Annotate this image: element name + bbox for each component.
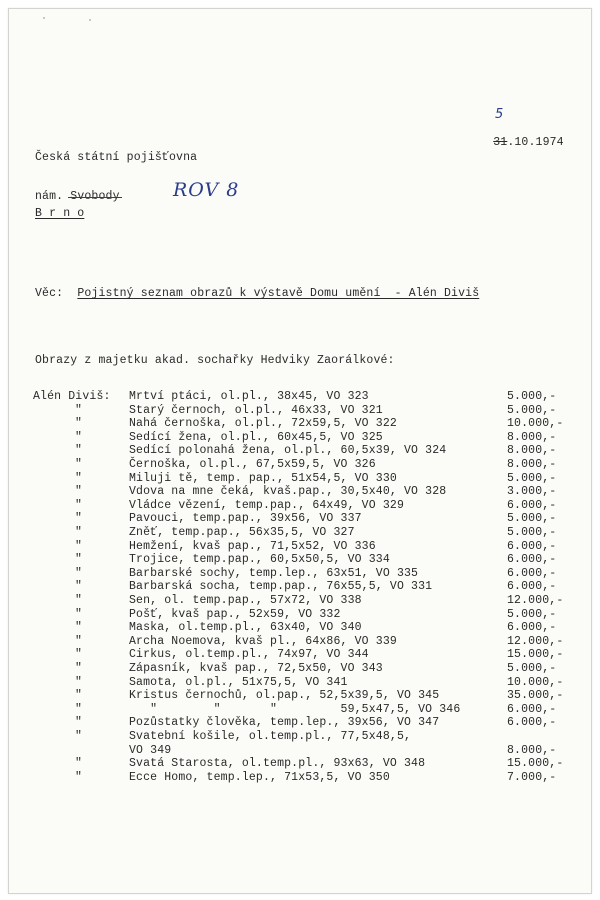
- ditto-mark: ": [75, 689, 83, 703]
- insured-value: 6.000,-: [507, 498, 557, 512]
- paper-speck: [43, 17, 45, 19]
- insured-value: 6.000,-: [507, 716, 557, 730]
- ditto-mark: ": [75, 702, 83, 716]
- artwork-description: Barbarské sochy, temp.lep., 63x51, VO 335: [129, 566, 419, 580]
- insured-value: 8.000,-: [507, 458, 557, 471]
- paper-speck: [89, 19, 91, 21]
- insured-value: 5.000,-: [507, 662, 557, 675]
- inventory-row: [33, 431, 573, 445]
- artwork-description: Nahá černoška, ol.pl., 72x59,5, VO 322: [129, 417, 397, 431]
- ditto-mark: ": [75, 498, 83, 512]
- insured-value: 7.000,-: [507, 770, 557, 784]
- ditto-mark: ": [75, 607, 83, 621]
- ditto-mark: ": [75, 770, 83, 784]
- inventory-list: [33, 390, 573, 790]
- artwork-description: Vdova na mne čeká, kvaš.pap., 30,5x40, VO 328: [129, 485, 447, 499]
- ditto-mark: ": [75, 566, 83, 580]
- artwork-description: Svatební košile, ol.temp.pl., 77,5x48,5,: [129, 730, 412, 743]
- ditto-mark: ": [75, 485, 83, 499]
- insured-value: 15.000,-: [507, 757, 564, 771]
- subject-label: Věc:: [35, 287, 64, 300]
- artwork-description: Sen, ol. temp.pap., 57x72, VO 338: [129, 594, 362, 607]
- inventory-row: [33, 594, 573, 608]
- artwork-description: Miluji tě, temp. pap., 51x54,5, VO 330: [129, 471, 397, 485]
- inventory-row: [33, 417, 573, 431]
- inventory-row: [33, 485, 573, 499]
- artwork-description: Svatá Starosta, ol.temp.pl., 93x63, VO 348: [129, 757, 426, 771]
- artwork-description: Maska, ol.temp.pl., 63x40, VO 340: [129, 621, 362, 635]
- artist-name: Alén Diviš:: [33, 390, 111, 403]
- insured-value: 5.000,-: [507, 471, 557, 485]
- inventory-row: [33, 689, 573, 703]
- inventory-row: [33, 730, 573, 744]
- insured-value: 6.000,-: [507, 553, 557, 567]
- insured-value: 12.000,-: [507, 594, 564, 607]
- artwork-description: Sedící polonahá žena, ol.pl., 60,5x39, VO 324: [129, 444, 447, 458]
- inventory-row: [33, 580, 573, 594]
- inventory-row: [33, 621, 573, 635]
- artwork-description: Hemžení, kvaš pap., 71,5x52, VO 336: [129, 539, 376, 553]
- inventory-row: [33, 744, 573, 758]
- ditto-mark: ": [75, 444, 83, 458]
- artwork-description: Starý černoch, ol.pl., 46x33, VO 321: [129, 403, 383, 417]
- ditto-mark: ": [75, 417, 83, 431]
- inventory-row: [33, 648, 573, 662]
- insured-value: 15.000,-: [507, 648, 564, 662]
- insured-value: 5.000,-: [507, 526, 557, 539]
- insured-value: 8.000,-: [507, 743, 557, 757]
- insured-value: 8.000,-: [507, 444, 557, 458]
- insured-value: 6.000,-: [507, 621, 557, 635]
- artwork-description: VO 349: [129, 743, 172, 757]
- artwork-description: Mrtví ptáci, ol.pl., 38x45, VO 323: [129, 390, 369, 403]
- date-day-struck: 31: [493, 136, 508, 149]
- document-page: [8, 8, 592, 894]
- artwork-description: Černoška, ol.pl., 67,5x59,5, VO 326: [129, 458, 376, 471]
- artwork-description: Barbarská socha, temp.pap., 76x55,5, VO 331: [129, 580, 433, 594]
- artwork-description: Vládce vězení, temp.pap., 64x49, VO 329: [129, 498, 404, 512]
- ditto-mark: ": [75, 458, 83, 471]
- insured-value: 5.000,-: [507, 512, 557, 526]
- subject-text: Pojistný seznam obrazů k výstavě Domu umění - Alén Diviš: [77, 287, 480, 300]
- ditto-mark: ": [75, 675, 83, 689]
- insured-value: 6.000,-: [507, 702, 557, 716]
- ditto-mark: ": [75, 471, 83, 485]
- artwork-description: Samota, ol.pl., 51x75,5, VO 341: [129, 675, 348, 689]
- intro-line: Obrazy z majetku akad. sochařky Hedviky Zaorálkové:: [35, 354, 395, 367]
- artwork-description: Trojice, temp.pap., 60,5x50,5, VO 334: [129, 553, 390, 567]
- inventory-row: [33, 676, 573, 690]
- inventory-row: [33, 703, 573, 717]
- inventory-row: [33, 771, 573, 785]
- artwork-description: Kristus černochů, ol.pap., 52,5x39,5, VO 345: [129, 689, 440, 703]
- ditto-mark: ": [75, 634, 83, 648]
- inventory-row: [33, 567, 573, 581]
- artwork-description: Cirkus, ol.temp.pl., 74x97, VO 344: [129, 648, 369, 662]
- ditto-mark: ": [75, 594, 83, 607]
- insured-value: 5.000,-: [507, 390, 557, 403]
- insured-value: 10.000,-: [507, 675, 564, 689]
- ditto-mark: ": [75, 662, 83, 675]
- insured-value: 6.000,-: [507, 539, 557, 553]
- inventory-row: [33, 512, 573, 526]
- insured-value: 3.000,-: [507, 485, 557, 499]
- ditto-mark: ": [75, 512, 83, 526]
- artwork-description: Zápasník, kvaš pap., 72,5x50, VO 343: [129, 662, 383, 675]
- insured-value: 6.000,-: [507, 566, 557, 580]
- ditto-mark: ": [75, 430, 83, 444]
- letter-date: [465, 107, 564, 162]
- insured-value: 6.000,-: [507, 580, 557, 594]
- artwork-description: Archa Noemova, kvaš pl., 64x86, VO 339: [129, 634, 397, 648]
- street-prefix: nám.: [35, 190, 64, 203]
- ditto-mark: ": [75, 553, 83, 567]
- ditto-mark: ": [75, 539, 83, 553]
- date-correction-handwritten: 5: [495, 107, 504, 122]
- artwork-description: Pozůstatky člověka, temp.lep., 39x56, VO 347: [129, 716, 440, 730]
- inventory-row: [33, 472, 573, 486]
- insured-value: 5.000,-: [507, 607, 557, 621]
- recipient-name: Česká státní pojišťovna: [35, 151, 198, 164]
- inventory-row: [33, 404, 573, 418]
- artwork-description: " " " 59,5x47,5, VO 346: [129, 702, 461, 716]
- inventory-row: [33, 608, 573, 622]
- street-name-struck: Svobody: [70, 190, 120, 203]
- artwork-description: Pošť, kvaš pap., 52x59, VO 332: [129, 607, 341, 621]
- ditto-mark: ": [75, 648, 83, 662]
- inventory-row: [33, 553, 573, 567]
- street-handwritten-correction: ROV 8: [173, 179, 240, 201]
- subject-line: [35, 287, 479, 300]
- inventory-row: [33, 757, 573, 771]
- insured-value: 10.000,-: [507, 417, 564, 431]
- date-month-year: .10.1974: [507, 136, 564, 149]
- insured-value: 8.000,-: [507, 430, 557, 444]
- ditto-mark: ": [75, 621, 83, 635]
- inventory-row: [33, 390, 573, 404]
- inventory-row: [33, 662, 573, 676]
- artwork-description: Pavouci, temp.pap., 39x56, VO 337: [129, 512, 362, 526]
- inventory-row: [33, 716, 573, 730]
- ditto-mark: ": [75, 716, 83, 730]
- inventory-row: [33, 526, 573, 540]
- recipient-street: [35, 190, 120, 203]
- ditto-mark: ": [75, 403, 83, 417]
- insured-value: 12.000,-: [507, 634, 564, 648]
- inventory-row: [33, 458, 573, 472]
- insured-value: 5.000,-: [507, 403, 557, 417]
- ditto-mark: ": [75, 730, 83, 743]
- recipient-city: B r n o: [35, 207, 85, 220]
- ditto-mark: ": [75, 757, 83, 771]
- insured-value: 35.000,-: [507, 689, 564, 703]
- inventory-row: [33, 540, 573, 554]
- inventory-row: [33, 444, 573, 458]
- inventory-row: [33, 499, 573, 513]
- artwork-description: Sedící žena, ol.pl., 60x45,5, VO 325: [129, 430, 383, 444]
- ditto-mark: ": [75, 580, 83, 594]
- inventory-row: [33, 635, 573, 649]
- artwork-description: Zněť, temp.pap., 56x35,5, VO 327: [129, 526, 355, 539]
- ditto-mark: ": [75, 526, 83, 539]
- artwork-description: Ecce Homo, temp.lep., 71x53,5, VO 350: [129, 770, 390, 784]
